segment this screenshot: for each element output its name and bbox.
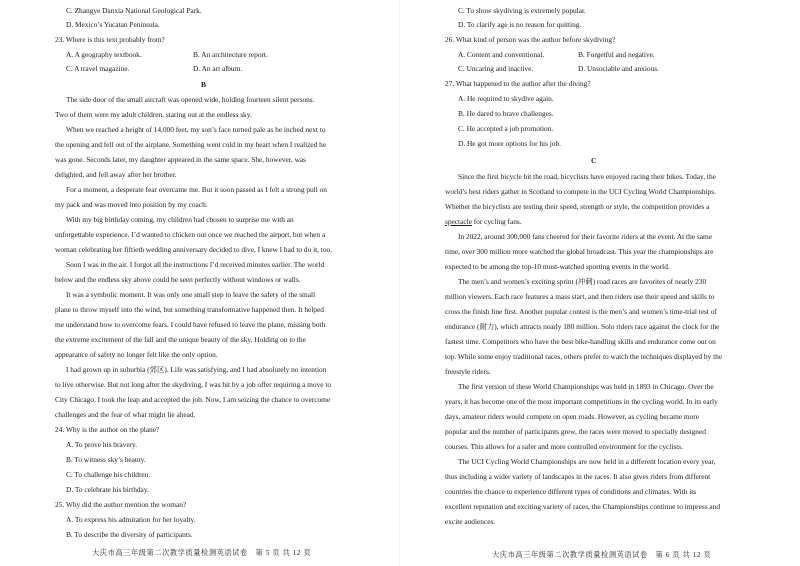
passage-b-line: For a moment, a desperate fear overcame me. But it soon passed as I felt a strong pull on bbox=[66, 185, 327, 194]
passage-b-line: my pack and was moved into position by my coach. bbox=[55, 200, 208, 209]
option-24b: B. To witness sky’s beauty. bbox=[66, 455, 146, 464]
passage-c-line: time, over 300 million more watched the global broadcast. This year the championships are bbox=[445, 247, 714, 256]
passage-b-line: Two of them were my adult children, staring out at the endless sky. bbox=[55, 110, 252, 119]
passage-c-line: thus including a wider variety of landscapes in the races. It also gives riders from different bbox=[445, 472, 711, 481]
underlined-word-spectacle: spectacle bbox=[445, 217, 472, 226]
passage-c-line: excellent reputation and exciting variety of races, the Championships continue to impress and bbox=[445, 502, 721, 511]
passage-b-line: plane to throw myself into the wind, but something transformative happened then. It helped bbox=[55, 305, 324, 314]
passage-c-line: The men’s and women’s exciting sprint (冲刺) road races are favorites of nearly 230 bbox=[458, 277, 707, 286]
passage-b-line: appearance of safety no longer felt like the only option. bbox=[55, 350, 218, 359]
option-22d: D. Mexico’s Yucatan Peninsula. bbox=[66, 20, 160, 29]
passage-b-line: Soon I was in the air. I forgot all the instructions I’d received minutes earlier. The world bbox=[66, 260, 325, 269]
passage-b-line: woman celebrating her fiftieth wedding anniversary decided to dive, I knew I had to do it, too. bbox=[55, 245, 333, 254]
option-26d: D. Unsociable and anxious. bbox=[578, 64, 659, 73]
option-27c: C. He accepted a job promotion. bbox=[458, 124, 554, 133]
passage-b-line: unforgettable experience. I’d wanted to chicken out once we reached the airport, but when a bbox=[55, 230, 326, 239]
passage-b-line: I had grown up in suburbia (郊区). Life was satisfying, and I had absolutely no intention bbox=[66, 365, 327, 374]
passage-c-line: popular and the number of participants grew, the races were moved to specially designed bbox=[445, 427, 706, 436]
option-23d: D. An art album. bbox=[193, 64, 243, 73]
passage-c-line: expected to be among the top-10 most-watched sporting events in the world. bbox=[445, 262, 670, 271]
passage-c-line: In 2022, around 300,000 fans cheered for their favorite riders at the event. At the same bbox=[458, 232, 712, 241]
passage-c-line: freestyle riders. bbox=[445, 367, 491, 376]
passage-c-line: fastest time. Competitors who have the best bike-handling skills and endurance come out on bbox=[445, 337, 716, 346]
option-25d: D. To clarify age is no reason for quitting. bbox=[458, 20, 582, 29]
passage-b-line: With my big birthday coming, my children had chosen to surprise me with an bbox=[66, 215, 294, 224]
passage-c-line: countries the chance to experience different types of conditions and climates. With its bbox=[445, 487, 697, 496]
passage-c-line: top. While some enjoy traditional races, others prefer to watch the techniques displayed by the bbox=[445, 352, 723, 361]
passage-b-line: the extreme excitement of the fall and the unique beauty of the sky. Holding on to the bbox=[55, 335, 306, 344]
passage-b-line: was gone. Seconds later, my daughter appeared in the same space. She, however, was bbox=[55, 155, 307, 164]
option-26b: B. Forgetful and negative. bbox=[578, 50, 655, 59]
passage-c-line: Whether the bicyclists are testing their speed, strength or style, the competition provides a bbox=[445, 202, 710, 211]
option-24a: A. To prove his bravery. bbox=[66, 440, 138, 449]
passage-b-line: delighted, and fell away after her brother. bbox=[55, 170, 177, 179]
option-23b: B. An architecture report. bbox=[193, 50, 268, 59]
option-22c: C. Zhangye Danxia National Geological Park. bbox=[66, 6, 202, 15]
passage-c-line: The UCI Cycling World Championships are now held in a different location every year, bbox=[458, 457, 716, 466]
passage-b-line: The side door of the small aircraft was opened wide, holding fourteen silent persons. bbox=[66, 95, 315, 104]
exam-page-6 bbox=[400, 0, 800, 566]
passage-b-line: City Chicago. I took the leap and accepted the job. Now, I am seizing the chance to overcome bbox=[55, 395, 331, 404]
option-27b: B. He dared to brave challenges. bbox=[458, 109, 554, 118]
passage-b-line: the opening and fell out of the airplane. Something went cold in my heart when I realized he bbox=[55, 140, 327, 149]
question-25: 25. Why did the author mention the woman? bbox=[55, 500, 187, 509]
passage-b-line: me understand how to overcome fears. I could have refused to leave the plane, missing both bbox=[55, 320, 326, 329]
passage-c-line: endurance (耐力), which attracts nearly 180 million. Solo riders race against the clock for the bbox=[445, 322, 720, 331]
option-23c: C. A travel magazine. bbox=[66, 64, 130, 73]
question-24: 24. Why is the author on the plane? bbox=[55, 425, 160, 434]
passage-c-line: excite audiences. bbox=[445, 517, 496, 526]
question-26: 26. What kind of person was the author before skydiving? bbox=[445, 35, 616, 44]
passage-c-line: Since the first bicycle hit the road, bicyclists have enjoyed racing their bikes. Today, the bbox=[458, 172, 716, 181]
passage-c-line: cross the finish line first. Another popular contest is the men’s and women’s time-trial test of bbox=[445, 307, 717, 316]
option-24c: C. To challenge his children. bbox=[66, 470, 151, 479]
passage-b-line: to live otherwise. But not long after the skydiving, I was hit by a job offer requiring a move to bbox=[55, 380, 332, 389]
option-25a: A. To express his admiration for her loyalty. bbox=[66, 515, 196, 524]
question-27: 27. What happened to the author after the diving? bbox=[445, 79, 591, 88]
passage-b-line: When we reached a height of 14,000 feet, my son’s face turned pale as he inched next to bbox=[66, 125, 326, 134]
passage-c-line: courses. This allows for a safer and more controlled environment for the cyclists. bbox=[445, 442, 683, 451]
passage-c-line: days, amateur riders would compete on open roads. However, as cycling became more bbox=[445, 412, 699, 421]
page-footer: 大庆市高三年级第二次教学质量检测英语试卷 第 6 页 共 12 页 bbox=[492, 551, 712, 559]
section-heading-b: B bbox=[201, 80, 207, 89]
option-25b: B. To describe the diversity of participants. bbox=[66, 530, 193, 539]
option-26c: C. Uncaring and inactive. bbox=[458, 64, 534, 73]
option-26a: A. Content and conventional. bbox=[458, 50, 545, 59]
passage-c-line: spectacle for cycling fans. bbox=[445, 217, 522, 226]
option-27d: D. He got more options for his job. bbox=[458, 139, 561, 148]
passage-c-line: world’s best riders gather in Scotland to compete in the UCI Cycling World Championships. bbox=[445, 187, 716, 196]
option-24d: D. To celebrate his birthday. bbox=[66, 485, 149, 494]
section-heading-c: C bbox=[591, 156, 597, 165]
passage-c-line: years, it has become one of the most important competitions in the cycling world. In its early bbox=[445, 397, 718, 406]
option-25c: C. To show skydiving is extremely popular. bbox=[458, 6, 586, 15]
question-23: 23. Where is this text probably from? bbox=[55, 35, 165, 44]
option-23a: A. A geography textbook. bbox=[66, 50, 142, 59]
passage-b-line: challenges and the fear of what might lie ahead. bbox=[55, 410, 196, 419]
option-27a: A. He required to skydive again. bbox=[458, 94, 554, 103]
page-footer: 大庆市高三年级第二次教学质量检测英语试卷 第 5 页 共 12 页 bbox=[92, 549, 312, 557]
passage-b-line: It was a symbolic moment. It was only one small step to leave the safety of the small bbox=[66, 290, 316, 299]
passage-c-line: million viewers. Each race features a mass start, and then riders use their speed and skills to bbox=[445, 292, 715, 301]
passage-c-line: The first version of these World Championships was held in 1893 in Chicago. Over the bbox=[458, 382, 714, 391]
passage-b-line: below and the endless sky above could be seen perfectly without windows or walls. bbox=[55, 275, 301, 284]
